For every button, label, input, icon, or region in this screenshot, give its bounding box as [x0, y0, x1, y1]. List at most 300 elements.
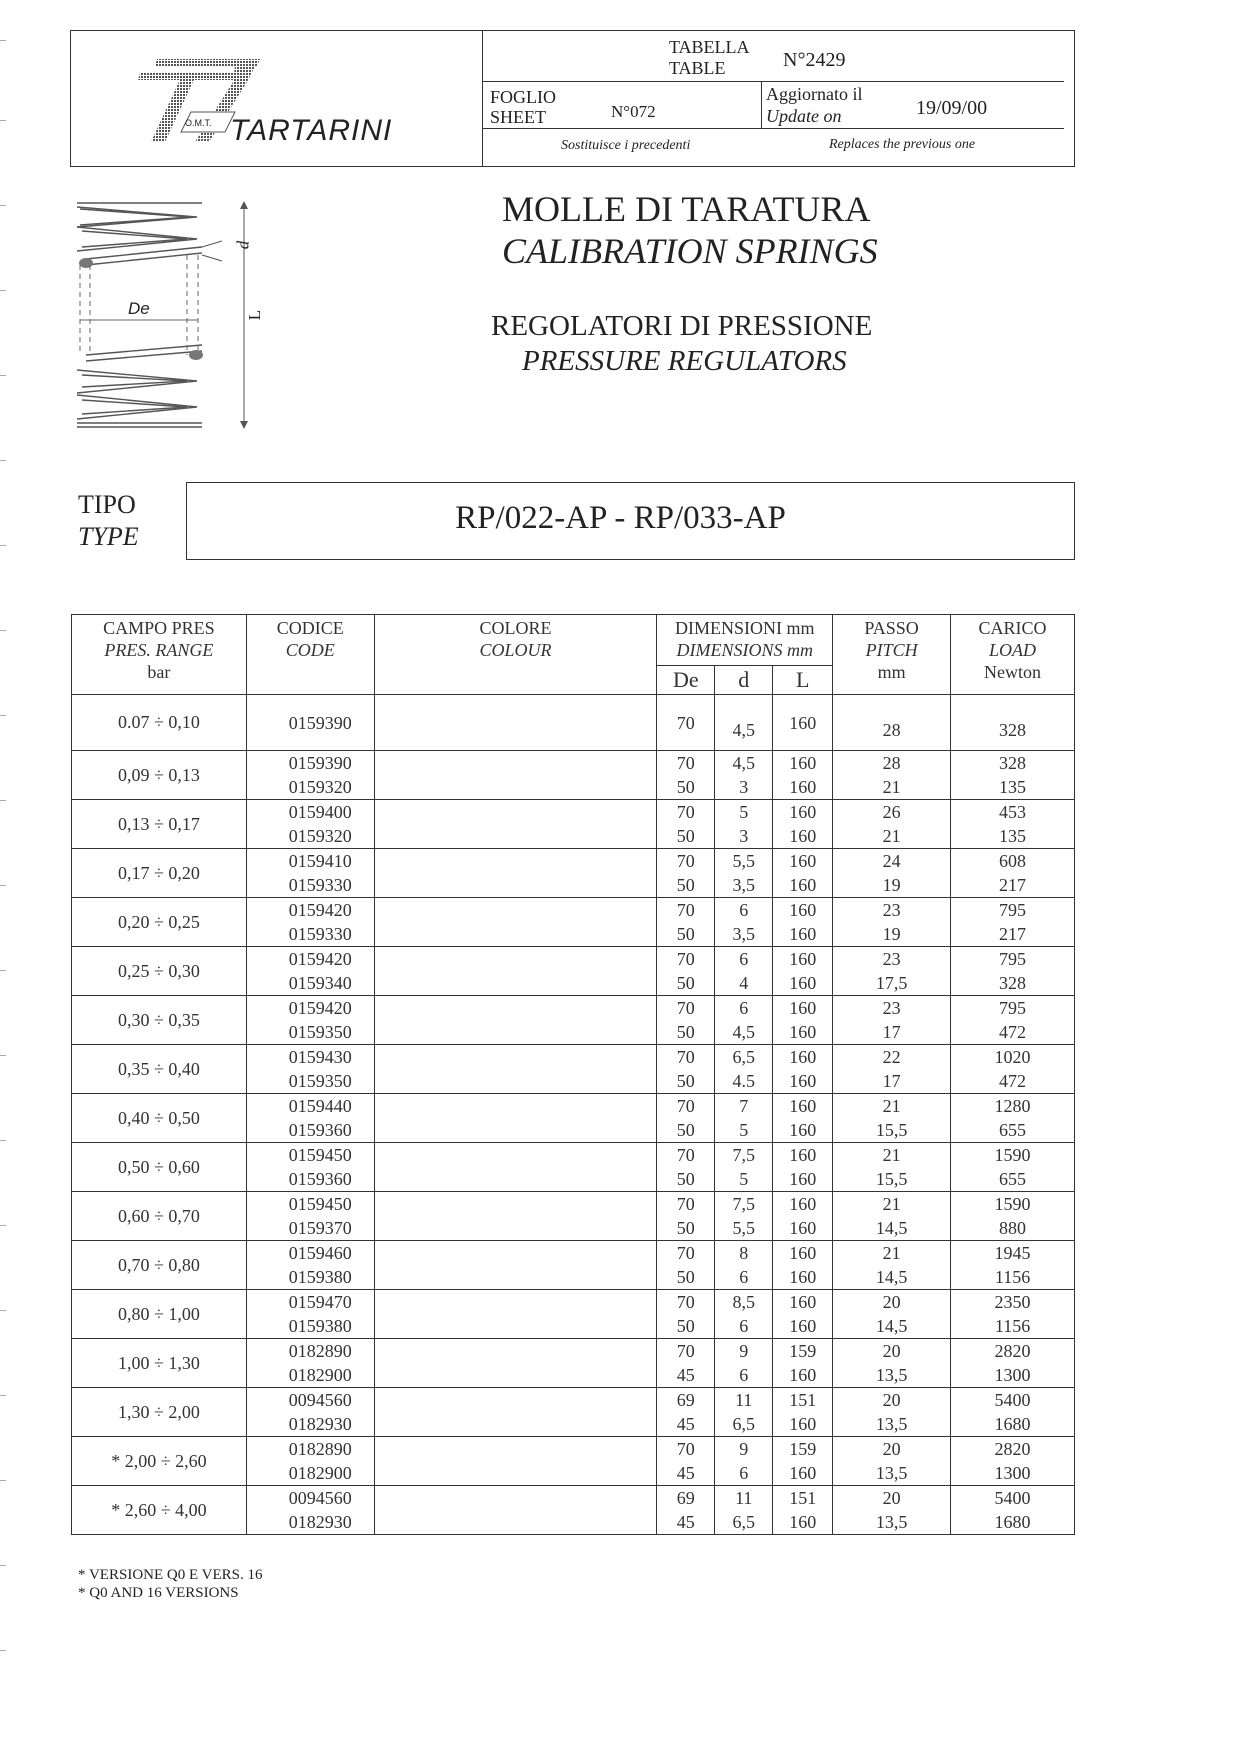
- code-cell-value: 0159410: [288, 851, 352, 871]
- code-cell-value: 0094560: [288, 1488, 352, 1508]
- load-cell: [951, 1045, 1075, 1094]
- de-cell: [657, 1437, 715, 1486]
- de-cell-value: 70: [676, 1292, 695, 1312]
- range-cell: 0,30 ÷ 0,35: [72, 996, 247, 1045]
- pitch-cell: [833, 1045, 951, 1094]
- code-cell-value: 0159350: [288, 1071, 352, 1091]
- code-cell-value: 0159440: [288, 1096, 352, 1116]
- pitch-cell: [833, 849, 951, 898]
- d-cell-value: 8,5: [732, 1292, 755, 1312]
- l-cell-value: 160: [789, 777, 817, 797]
- code-cell-value: 0182900: [288, 1463, 352, 1483]
- table-row: [72, 751, 1075, 800]
- load-cell-value: 472: [999, 1071, 1027, 1091]
- pitch-cell: [833, 1339, 951, 1388]
- l-cell-value: 159: [789, 1341, 817, 1361]
- pitch-cell-value: 13,5: [875, 1365, 908, 1385]
- l-cell: [773, 947, 833, 996]
- l-cell-value: 160: [789, 1267, 817, 1287]
- l-cell-value: 160: [789, 924, 817, 944]
- table-row: [72, 1437, 1075, 1486]
- l-cell-value: 160: [789, 1022, 817, 1042]
- d-cell-value: 6: [739, 949, 749, 969]
- load-cell: [951, 947, 1075, 996]
- d-cell-value: 6: [739, 1267, 749, 1287]
- l-cell-value: 151: [789, 1488, 817, 1508]
- de-cell-value: 50: [676, 924, 695, 944]
- l-cell: [773, 1192, 833, 1241]
- subtitle-it: REGOLATORI DI PRESSIONE: [491, 310, 873, 342]
- code-cell-value: 0159420: [288, 900, 352, 920]
- l-cell-value: 160: [789, 1145, 817, 1165]
- load-cell: [951, 1339, 1075, 1388]
- code-cell-value: 0159390: [288, 753, 352, 773]
- de-cell-value: 69: [676, 1390, 695, 1410]
- l-cell-value: 160: [789, 1047, 817, 1067]
- l-cell-value: 160: [789, 1365, 817, 1385]
- de-cell-value: 50: [676, 777, 695, 797]
- header-de: De: [657, 666, 715, 695]
- de-cell-value: 50: [676, 1022, 695, 1042]
- pitch-cell: [833, 996, 951, 1045]
- d-cell: [715, 800, 773, 849]
- header-colour: COLORE COLOUR: [374, 615, 657, 695]
- load-cell: [951, 849, 1075, 898]
- replaces-label-en: Replaces the previous one: [829, 137, 976, 152]
- table-row: [72, 849, 1075, 898]
- de-cell: [657, 1143, 715, 1192]
- l-cell-value: 160: [789, 998, 817, 1018]
- d-cell-value: 6: [739, 900, 749, 920]
- d-cell: [715, 1339, 773, 1388]
- d-cell-value: 3: [739, 826, 749, 846]
- colour-cell: [374, 800, 657, 849]
- load-cell-value: 1300: [994, 1365, 1031, 1385]
- de-cell: [657, 751, 715, 800]
- de-cell-value: 69: [676, 1488, 695, 1508]
- pitch-cell-value: 21: [882, 777, 901, 797]
- pitch-cell-value: 20: [882, 1292, 901, 1312]
- d-cell-value: 5: [739, 1120, 749, 1140]
- range-cell: 0,40 ÷ 0,50: [72, 1094, 247, 1143]
- de-cell-value: 70: [676, 712, 695, 733]
- d-cell: [715, 1045, 773, 1094]
- load-cell-value: 328: [999, 719, 1027, 740]
- de-cell: [657, 947, 715, 996]
- sheet-label-en: SHEET: [490, 107, 546, 127]
- load-cell-value: 5400: [994, 1488, 1031, 1508]
- header-range: CAMPO PRES PRES. RANGE bar: [72, 615, 247, 695]
- d-cell-value: 3: [739, 777, 749, 797]
- load-cell-value: 328: [999, 973, 1027, 993]
- pitch-cell-value: 23: [882, 949, 901, 969]
- de-cell-value: 70: [676, 949, 695, 969]
- diagram-label-d: d: [233, 240, 253, 250]
- load-cell: [951, 1241, 1075, 1290]
- l-cell-value: 160: [789, 1463, 817, 1483]
- range-cell: 0,35 ÷ 0,40: [72, 1045, 247, 1094]
- d-cell-value: 5,5: [732, 851, 755, 871]
- load-cell: [951, 1437, 1075, 1486]
- code-cell-value: 0159370: [288, 1218, 352, 1238]
- update-label-it: Aggiornato il: [766, 84, 863, 104]
- pitch-cell-value: 21: [882, 826, 901, 846]
- colour-cell: [374, 1143, 657, 1192]
- header-load: CARICO LOAD Newton: [951, 615, 1075, 695]
- colour-cell: [374, 947, 657, 996]
- table-row: [72, 996, 1075, 1045]
- pitch-cell: [833, 947, 951, 996]
- range-cell: 0,60 ÷ 0,70: [72, 1192, 247, 1241]
- load-cell-value: 608: [999, 851, 1027, 871]
- pitch-cell-value: 28: [882, 719, 901, 740]
- l-cell-value: 160: [789, 1218, 817, 1238]
- table-row: [72, 1290, 1075, 1339]
- load-cell-value: 795: [999, 949, 1027, 969]
- pitch-cell-value: 20: [882, 1488, 901, 1508]
- load-cell: [951, 800, 1075, 849]
- colour-cell: [374, 1094, 657, 1143]
- l-cell-value: 160: [789, 1194, 817, 1214]
- de-cell: [657, 1388, 715, 1437]
- header-l: L: [773, 666, 833, 695]
- pitch-cell-value: 20: [882, 1390, 901, 1410]
- d-cell-value: 4.5: [732, 1071, 755, 1091]
- pitch-cell-value: 28: [882, 753, 901, 773]
- table-label-it: TABELLA: [669, 37, 750, 57]
- de-cell: [657, 898, 715, 947]
- d-cell-value: 4,5: [732, 1022, 755, 1042]
- load-cell-value: 1680: [994, 1414, 1031, 1434]
- pitch-cell: [833, 1241, 951, 1290]
- table-row: [72, 947, 1075, 996]
- update-date: 19/09/00: [916, 97, 988, 119]
- load-cell-value: 880: [999, 1218, 1027, 1238]
- code-cell-value: 0159460: [288, 1243, 352, 1263]
- code-cell-value: 0159420: [288, 949, 352, 969]
- pitch-cell-value: 23: [882, 900, 901, 920]
- de-cell: [657, 1192, 715, 1241]
- d-cell: [715, 1241, 773, 1290]
- l-cell-value: 160: [789, 753, 817, 773]
- header-pitch: PASSO PITCH mm: [833, 615, 951, 695]
- de-cell: [657, 800, 715, 849]
- d-cell-value: 6,5: [732, 1047, 755, 1067]
- range-cell: 0,09 ÷ 0,13: [72, 751, 247, 800]
- de-cell: [657, 996, 715, 1045]
- update-label-en: Update on: [766, 106, 842, 126]
- d-cell: [715, 947, 773, 996]
- pitch-cell: [833, 1290, 951, 1339]
- sheet-label-it: FOGLIO: [490, 87, 556, 107]
- footnote-en: * Q0 AND 16 VERSIONS: [78, 1585, 239, 1601]
- pitch-cell-value: 21: [882, 1096, 901, 1116]
- de-cell-value: 70: [676, 1439, 695, 1459]
- d-cell-value: 3,5: [732, 924, 755, 944]
- l-cell-value: 160: [789, 1512, 817, 1532]
- type-label-it: TIPO: [78, 490, 136, 519]
- table-row: [72, 1241, 1075, 1290]
- code-cell-value: 0159430: [288, 1047, 352, 1067]
- code-cell-value: 0182930: [288, 1512, 352, 1532]
- d-cell-value: 5,5: [732, 1218, 755, 1238]
- footnote-it: * VERSIONE Q0 E VERS. 16: [78, 1567, 263, 1583]
- replaces-label-it: Sostituisce i precedenti: [561, 138, 691, 153]
- pitch-cell-value: 14,5: [875, 1267, 908, 1287]
- pitch-cell-value: 24: [882, 851, 901, 871]
- de-cell-value: 50: [676, 875, 695, 895]
- d-cell-value: 6: [739, 1463, 749, 1483]
- table-row: [72, 1143, 1075, 1192]
- d-cell-value: 6,5: [732, 1512, 755, 1532]
- l-cell: [773, 1143, 833, 1192]
- l-cell-value: 160: [789, 1169, 817, 1189]
- table-row: [72, 1339, 1075, 1388]
- pitch-cell: [833, 1388, 951, 1437]
- l-cell-value: 160: [789, 1120, 817, 1140]
- load-cell-value: 1680: [994, 1512, 1031, 1532]
- code-cell-value: 0094560: [288, 1390, 352, 1410]
- l-cell: [773, 1339, 833, 1388]
- de-cell: [657, 849, 715, 898]
- pitch-cell: [833, 1094, 951, 1143]
- table-row: [72, 1388, 1075, 1437]
- l-cell-value: 151: [789, 1390, 817, 1410]
- l-cell-value: 160: [789, 851, 817, 871]
- code-cell-value: 0159450: [288, 1145, 352, 1165]
- de-cell-value: 70: [676, 1341, 695, 1361]
- load-cell-value: 1300: [994, 1463, 1031, 1483]
- colour-cell: [374, 898, 657, 947]
- code-cell: [246, 849, 374, 898]
- load-cell-value: 1945: [994, 1243, 1031, 1263]
- d-cell: [715, 1437, 773, 1486]
- d-cell: [715, 898, 773, 947]
- pitch-cell: [833, 1192, 951, 1241]
- load-cell-value: 1590: [994, 1194, 1031, 1214]
- l-cell-value: 160: [789, 973, 817, 993]
- range-cell: 0,25 ÷ 0,30: [72, 947, 247, 996]
- load-cell-value: 795: [999, 900, 1027, 920]
- code-cell: [246, 947, 374, 996]
- de-cell-value: 70: [676, 1047, 695, 1067]
- range-cell: 0,70 ÷ 0,80: [72, 1241, 247, 1290]
- load-cell-value: 135: [999, 826, 1027, 846]
- l-cell-value: 160: [789, 875, 817, 895]
- load-cell: [951, 1143, 1075, 1192]
- l-cell: [773, 1241, 833, 1290]
- code-cell: [246, 996, 374, 1045]
- range-cell: * 2,00 ÷ 2,60: [72, 1437, 247, 1486]
- type-box: [186, 482, 1075, 560]
- colour-cell: [374, 695, 657, 751]
- code-cell: [246, 1339, 374, 1388]
- d-cell-value: 4: [739, 973, 749, 993]
- l-cell: [773, 800, 833, 849]
- pitch-cell-value: 22: [882, 1047, 901, 1067]
- load-cell-value: 217: [999, 875, 1027, 895]
- de-cell-value: 50: [676, 1218, 695, 1238]
- de-cell: [657, 1486, 715, 1535]
- l-cell: [773, 751, 833, 800]
- load-cell-value: 135: [999, 777, 1027, 797]
- load-cell-value: 453: [999, 802, 1027, 822]
- d-cell-value: 7,5: [732, 1145, 755, 1165]
- table-number: N°2429: [783, 49, 846, 71]
- de-cell-value: 45: [676, 1414, 695, 1434]
- pitch-cell-value: 15,5: [875, 1169, 908, 1189]
- de-cell-value: 45: [676, 1365, 695, 1385]
- d-cell: [715, 1290, 773, 1339]
- code-cell: [246, 751, 374, 800]
- d-cell-value: 6: [739, 998, 749, 1018]
- title-en: CALIBRATION SPRINGS: [502, 231, 878, 271]
- de-cell-value: 70: [676, 802, 695, 822]
- type-label-en: TYPE: [78, 522, 139, 551]
- load-cell-value: 655: [999, 1169, 1027, 1189]
- range-cell: 0.07 ÷ 0,10: [72, 695, 247, 751]
- pitch-cell-value: 23: [882, 998, 901, 1018]
- table-row: [72, 1045, 1075, 1094]
- de-cell-value: 50: [676, 1267, 695, 1287]
- load-cell-value: 2350: [994, 1292, 1031, 1312]
- diagram-label-de: De: [128, 299, 150, 318]
- l-cell: [773, 1388, 833, 1437]
- l-cell-value: 160: [789, 1292, 817, 1312]
- colour-cell: [374, 1388, 657, 1437]
- springs-table: [71, 614, 1075, 1535]
- range-cell: 0,80 ÷ 1,00: [72, 1290, 247, 1339]
- d-cell: [715, 1143, 773, 1192]
- code-cell: [246, 800, 374, 849]
- de-cell-value: 70: [676, 1243, 695, 1263]
- code-cell-value: 0159350: [288, 1022, 352, 1042]
- d-cell: [715, 1192, 773, 1241]
- l-cell-value: 159: [789, 1439, 817, 1459]
- d-cell: [715, 751, 773, 800]
- load-cell-value: 217: [999, 924, 1027, 944]
- l-cell: [773, 1045, 833, 1094]
- d-cell-value: 7,5: [732, 1194, 755, 1214]
- subtitle-en: PRESSURE REGULATORS: [522, 345, 847, 377]
- pitch-cell: [833, 695, 951, 751]
- load-cell-value: 1590: [994, 1145, 1031, 1165]
- header-d: d: [715, 666, 773, 695]
- l-cell-value: 160: [789, 1316, 817, 1336]
- de-cell-value: 70: [676, 1194, 695, 1214]
- pitch-cell-value: 17: [882, 1071, 901, 1091]
- de-cell-value: 70: [676, 900, 695, 920]
- code-cell: [246, 1437, 374, 1486]
- l-cell: [773, 1290, 833, 1339]
- code-cell-value: 0159470: [288, 1292, 352, 1312]
- range-cell: 0,50 ÷ 0,60: [72, 1143, 247, 1192]
- colour-cell: [374, 1290, 657, 1339]
- pitch-cell-value: 13,5: [875, 1414, 908, 1434]
- l-cell-value: 160: [789, 1096, 817, 1116]
- code-cell: [246, 1094, 374, 1143]
- code-cell: [246, 898, 374, 947]
- d-cell-value: 8: [739, 1243, 749, 1263]
- spring-diagram: [72, 195, 292, 435]
- pitch-cell-value: 14,5: [875, 1218, 908, 1238]
- de-cell: [657, 1094, 715, 1143]
- pitch-cell-value: 26: [882, 802, 901, 822]
- colour-cell: [374, 751, 657, 800]
- sheet-number: N°072: [611, 102, 656, 121]
- de-cell-value: 50: [676, 1071, 695, 1091]
- code-cell: [246, 695, 374, 751]
- load-cell-value: 795: [999, 998, 1027, 1018]
- code-cell: [246, 1388, 374, 1437]
- load-cell: [951, 898, 1075, 947]
- code-cell-value: 0159320: [288, 826, 352, 846]
- load-cell: [951, 751, 1075, 800]
- l-cell-value: 160: [789, 826, 817, 846]
- d-cell-value: 11: [735, 1390, 753, 1410]
- pitch-cell-value: 17,5: [875, 973, 908, 993]
- de-cell-value: 70: [676, 1096, 695, 1116]
- code-cell-value: 0159380: [288, 1267, 352, 1287]
- colour-cell: [374, 849, 657, 898]
- d-cell: [715, 996, 773, 1045]
- table-row: [72, 898, 1075, 947]
- de-cell: [657, 1241, 715, 1290]
- pitch-cell: [833, 898, 951, 947]
- code-cell-value: 0159360: [288, 1169, 352, 1189]
- l-cell-value: 160: [789, 900, 817, 920]
- colour-cell: [374, 1339, 657, 1388]
- code-cell-value: 0159420: [288, 998, 352, 1018]
- l-cell: [773, 898, 833, 947]
- de-cell: [657, 1290, 715, 1339]
- code-cell-value: 0159450: [288, 1194, 352, 1214]
- load-cell-value: 2820: [994, 1439, 1031, 1459]
- load-cell-value: 1156: [994, 1267, 1031, 1287]
- pitch-cell-value: 21: [882, 1194, 901, 1214]
- type-value: RP/022-AP - RP/033-AP: [455, 500, 786, 536]
- d-cell-value: 4,5: [732, 719, 755, 740]
- d-cell-value: 4,5: [732, 753, 755, 773]
- de-cell-value: 70: [676, 851, 695, 871]
- d-cell-value: 5: [739, 1169, 749, 1189]
- header-code: CODICE CODE: [246, 615, 374, 695]
- de-cell-value: 50: [676, 973, 695, 993]
- colour-cell: [374, 996, 657, 1045]
- de-cell-value: 70: [676, 998, 695, 1018]
- d-cell-value: 11: [735, 1488, 753, 1508]
- diagram-label-l: L: [245, 309, 265, 321]
- colour-cell: [374, 1437, 657, 1486]
- range-cell: 1,00 ÷ 1,30: [72, 1339, 247, 1388]
- pitch-cell-value: 17: [882, 1022, 901, 1042]
- de-cell-value: 45: [676, 1463, 695, 1483]
- d-cell-value: 9: [739, 1439, 749, 1459]
- code-cell-value: 0159400: [288, 802, 352, 822]
- load-cell: [951, 1388, 1075, 1437]
- title-it: MOLLE DI TARATURA: [502, 189, 871, 229]
- de-cell: [657, 695, 715, 751]
- load-cell-value: 5400: [994, 1390, 1031, 1410]
- d-cell-value: 6: [739, 1365, 749, 1385]
- pitch-cell-value: 21: [882, 1243, 901, 1263]
- load-cell-value: 472: [999, 1022, 1027, 1042]
- d-cell-value: 6,5: [732, 1414, 755, 1434]
- de-cell-value: 50: [676, 1120, 695, 1140]
- code-cell-value: 0159360: [288, 1120, 352, 1140]
- code-cell: [246, 1290, 374, 1339]
- load-cell: [951, 1192, 1075, 1241]
